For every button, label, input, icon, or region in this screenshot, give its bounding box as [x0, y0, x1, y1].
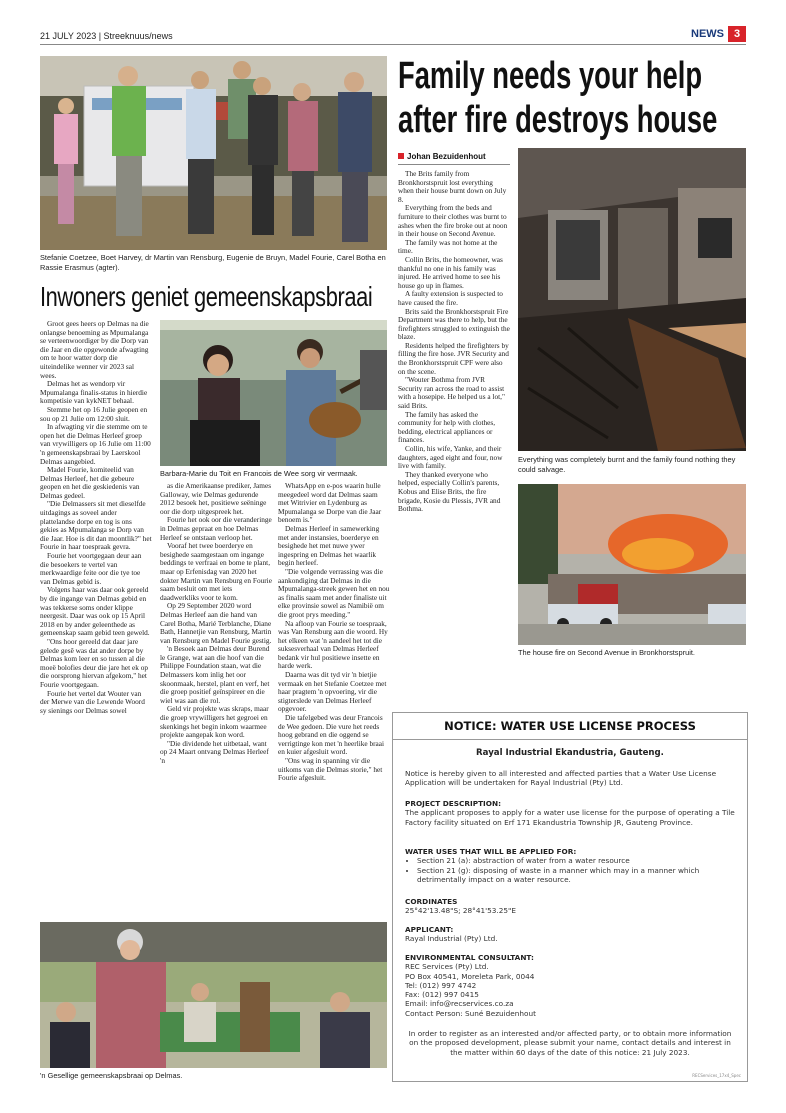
paragraph: "Die dividende het uitbetaal, want op 24 Maart ontvang Delmas Herleef 'n: [160, 738, 269, 765]
paragraph: Everything from the beds and furniture to their clothes was burnt to ashes when the fire broke out at noon in their house on Second Avenue.: [398, 203, 508, 239]
paragraph: "Wouter Bothma from JVR Security ran across the road to assist with a hosepipe. He helped us a lot," said Brits.: [398, 375, 505, 411]
paragraph: In afwagting vir die stemme om te open het die Delmas Herleef groep van vrywilligers op 16 Julie om 11:00 'n gemeenskapsbraai by Laerskool Delmas aangebied.: [40, 422, 151, 466]
page-header: [40, 26, 746, 46]
notice-uses: [405, 847, 735, 884]
house-fire-photo: [518, 484, 746, 645]
consultant-line: REC Services (Pty) Ltd.: [405, 962, 489, 972]
paragraph: Stemme het op 16 Julie geopen en sou op 21 Julie om 12:00 sluit.: [40, 404, 148, 423]
section-label: NEWS: [691, 28, 724, 40]
paragraph: Delmas het as wendorp vir Mpumalanga finalis-status in hierdie kompetisie van kykNET behaal.: [40, 379, 148, 406]
issue-date: 21 JULY 2023 | Streeknuus/news: [40, 31, 173, 41]
af-column-2: [160, 482, 272, 956]
notice-consultant: [405, 953, 735, 1018]
af-column-1: [40, 320, 152, 956]
byline-marker: [398, 153, 404, 159]
uses-heading: WATER USES THAT WILL BE APPLIED FOR:: [405, 847, 577, 856]
braai-photo-caption: 'n Gesellige gemeenskapsbraai op Delmas.: [40, 1071, 183, 1080]
paragraph: 'n Besoek aan Delmas deur Burend le Grange, wat aan die hoof van die Philippe Foundation staan, wat die Delmassers kom inlig het oor skoonmaak, herstel, plant en verf, het die groep positief geïnspireer en die wiel was aan die rol.: [160, 644, 270, 705]
paragraph: Fourie het vertel dat Wouter van der Merwe van die Lewende Woord sy sienings oor Delmas sowel: [40, 688, 145, 715]
paragraph: Groot gees heers op Delmas na die onlangse benoeming as Mpumalanga se verteenwoordiger by die Dorp van die Jaar en die opgewonde afwagting om te hoor watter dorp die uiteindelike wenner vir 2023 sal wees.: [40, 320, 149, 380]
paragraph: Geld vir projekte was skraps, maar die groep vrywilligers het gegroei en skenkings het begin inkom waarmee projekte aangepak kon word.: [160, 704, 269, 740]
paragraph: Volgens haar was daar ook gereeld by die ingange van Delmas gebid en was tekkerse soms onder klippe neergesit. Daar was ook op 15 April 2018 en by ander geleenthede as gemeenskap saam gebid teen geweld.: [40, 585, 150, 638]
byline-rule: [398, 164, 510, 165]
consultant-line: PO Box 40541, Moreleta Park, 0044: [405, 971, 535, 981]
paragraph: Daarna was dit tyd vir 'n bietjie vermaak en het Stefanie Coetzee met haar pragtem 'n opvoering, vir die stigterslede van Delmas Herleef opgevoer.: [278, 670, 387, 714]
paragraph: "Ons wag in spanning vir die uitkoms van die Delmas storie," het Fourie afgesluit.: [278, 756, 383, 783]
notice-intro: Notice is hereby given to all interested and affected parties that a Water Use License Application will be undertaken for Rayal Industrial (Pty) Ltd.: [405, 769, 717, 788]
coords-value: 25°42'13.48"S; 28°41'53.25"E: [405, 906, 516, 916]
applicant-heading: APPLICANT:: [405, 925, 454, 934]
paragraph: Delmas Herleef in samewerking met ander instansies, boerderye en besighede het met nuwe ywer ingespring en Delmas het waarlik begin herleef.: [278, 523, 380, 568]
paragraph: Fourie het voortgegaan deur aan die besoekers te vertel van merkwaardige feite oor die tye toe van Delmas gebid is.: [40, 551, 142, 586]
consultant-line: Contact Person: Suné Bezuidenhout: [405, 1008, 536, 1018]
house-fire-caption: The house fire on Second Avenue in Bronkhorstspruit.: [518, 648, 695, 657]
paragraph: "Die volgende verrassing was die aankondiging dat Delmas in die Mpumalanga-streek gewen het en nou as finalis saam met ander finaliste uit elke provinsie sowel as Namibië om die groot prys meeding.": [278, 566, 390, 619]
consultant-line: Fax: (012) 997 0415: [405, 990, 479, 1000]
paragraph: Madel Fourie, komiteelid van Delmas Herleef, het die gebeure geopen en het die geskiedenis van Delmas gedeel.: [40, 465, 140, 500]
paragraph: Residents helped the firefighters by filling the fire hose. JVR Security and the Bronkhorstspruit CPF were also on the scene.: [398, 340, 509, 376]
paragraph: "Die Delmassers sit met dieselfde uitdagings as soveel ander plattelandse dorpe en tog is ons gekies as Mpumalanga se Dorp van die Jaar. Hoe is dit dan moontlik?" het Fourie in haar toespraak gevra.: [40, 499, 152, 552]
use-item: • Section 21 (a): abstraction of water from a water resource: [417, 856, 735, 865]
notice-divider: [393, 739, 747, 740]
paragraph: They thanked everyone who helped, especially Collin's parents, Kobus and Elise Brits, the fire brigade, Kosie du Plessis, JVR and Bothma.: [398, 469, 501, 514]
paragraph: Die tafelgebed was deur Francois de Wee gedoen. Die vure het reeds hoog gebrand en die oggend se verrigtinge kon met 'n heerlike braai en kuier afgesluit word.: [278, 713, 385, 757]
af-headline: Inwoners geniet gemeenskapsbraai: [40, 281, 373, 312]
byline: [398, 152, 486, 161]
en-headline: [398, 54, 717, 142]
band-photo-caption: Barbara-Marie du Toit en Francois de Wee sorg vir vermaak.: [160, 469, 358, 478]
applicant-name: Rayal Industrial (Pty) Ltd.: [405, 934, 498, 944]
notice-title: NOTICE: WATER USE LICENSE PROCESS: [444, 719, 696, 733]
paragraph: Op 29 September 2020 word Delmas Herleef aan die hand van Carel Botha, Marié Terblanche, Diane Bath, Hannetjie van Rensburg, Martin van Rensburg en Madel Fourie gestig.: [160, 601, 272, 645]
en-column: [398, 170, 510, 704]
coords-heading: CORDINATES: [405, 897, 458, 906]
notice-applicant: [405, 925, 735, 944]
project-text: The applicant proposes to apply for a water use license for the purpose of operating a Tile Factory facility situated on Erf 171 Ekandustria Township JR, Gauteng Province.: [405, 808, 735, 827]
paragraph: The family was not home at the time.: [398, 237, 498, 256]
en-headline-line-1: Family needs your help: [398, 55, 703, 97]
paragraph: as die Amerikaanse prediker, James Galloway, wie Delmas gedurende 2012 besoek het, positiewe seëninge oor die dorp uitgespreek het.: [160, 482, 272, 516]
paragraph: Brits said the Bronkhorstspruit Fire Department was there to help, but the firefighters struggled to extinguish the blaze.: [398, 306, 510, 342]
paragraph: The family has asked the community for help with clothes, bedding, electrical appliances or finances.: [398, 409, 496, 445]
page-number: 3: [728, 26, 746, 42]
water-license-notice: [392, 712, 748, 1082]
byline-name: Johan Bezuidenhout: [407, 152, 486, 161]
paragraph: Collin Brits, the homeowner, was thankful no one in his family was injured. He arrived home to see his house go up in flames.: [398, 254, 503, 290]
af-column-3: [278, 482, 390, 956]
group-photo-caption: Stefanie Coetzee, Boet Harvey, dr Martin van Rensburg, Eugenie de Bruyn, Madel Fourie, Carel Botha en Rassie Erasmus (agter).: [40, 253, 386, 272]
paragraph: "Ons hoor gereeld dat daar jare gelede gesê was dat ander dorpe by Delmas kom leer en so tussen al die moeë bolofies deur die jare het ek op die oorsprong hiervan afgekom," het Fourie voortgegaan.: [40, 636, 148, 689]
paragraph: Collin, his wife, Yanke, and their daughters, aged eight and four, now live with family.: [398, 444, 503, 471]
consultant-line: Tel: (012) 997 4742: [405, 980, 477, 990]
notice-coords: [405, 897, 735, 916]
paragraph: Na afloop van Fourie se toespraak, was Van Rensburg aan die woord. Hy het elkeen wat 'n aandeel het tot die suksesverhaal van Delmas Herleef bedank vir hul positiewe insette en harde werk.: [278, 618, 388, 671]
notice-project: [405, 799, 735, 827]
header-rule: [40, 44, 746, 45]
notice-footer: In order to register as an interested and/or affected party, or to obtain more information on the proposed development, please submit your name, contact details and interest in the matter within 60 days of the date of this notice: 21 July 2023.: [408, 1029, 732, 1057]
notice-subtitle: Rayal Industrial Ekandustria, Gauteng.: [476, 748, 664, 758]
paragraph: A faulty extension is suspected to have caused the fire.: [398, 289, 503, 307]
band-photo: [160, 320, 387, 466]
paragraph: Fourie het ook oor die veranderinge in Delmas gepraat en hoe Delmas Herleef se ontstaan verloop het.: [160, 515, 272, 542]
burnt-room-caption: Everything was completely burnt and the family found nothing they could salvage.: [518, 455, 736, 474]
paragraph: Vooraf het twee boerderye en besighede saamgestaan om ingange beddings te verfraai en bome te plant, maar op Erfenisdag van 2020 het dokter Martin van Rensburg en Fourie saam besluit om met iets daadwerkliks voor te kom.: [160, 541, 272, 602]
consultant-heading: ENVIRONMENTAL CONSULTANT:: [405, 953, 534, 962]
project-heading: PROJECT DESCRIPTION:: [405, 799, 501, 808]
use-item: • Section 21 (g): disposing of waste in a manner which may in a manner which detrimentally impact on a water resource.: [417, 866, 735, 885]
braai-photo: [40, 922, 387, 1068]
paragraph: The Brits family from Bronkhorstspruit lost everything when their house burnt down on July 8.: [398, 170, 507, 204]
group-photo: [40, 56, 387, 250]
burnt-room-photo: [518, 148, 746, 451]
notice-ref: RECServices_17x4_Spec: [692, 1073, 741, 1078]
consultant-line: Email: info@recservices.co.za: [405, 999, 514, 1009]
paragraph: WhatsApp en e-pos waarin hulle meegedeel word dat Delmas saam met Witrivier en Lydenburg as Mpumalanga se Dorpe van die Jaar benoem is.": [278, 482, 382, 525]
en-headline-line-2: after fire destroys house: [398, 99, 718, 141]
